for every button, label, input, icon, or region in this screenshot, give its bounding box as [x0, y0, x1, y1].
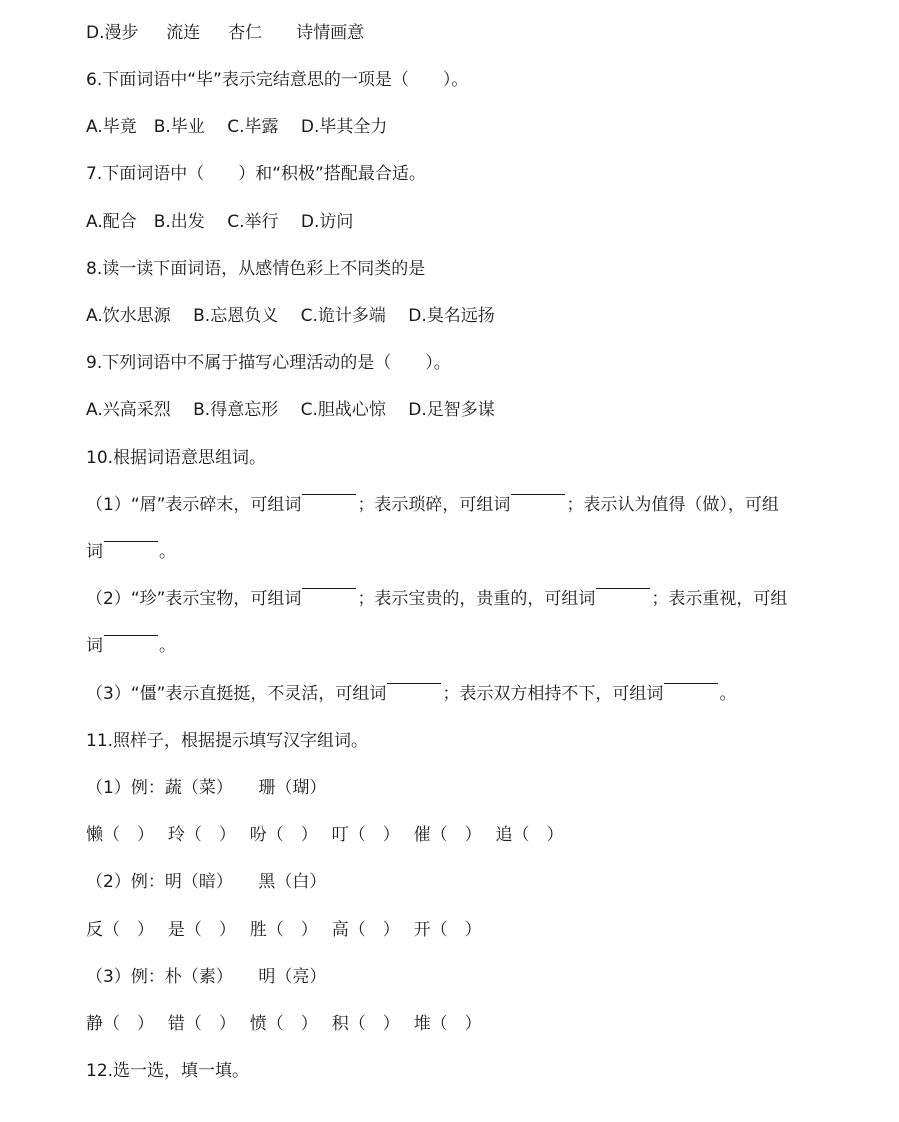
q10-item-3-text-c: 。	[719, 684, 737, 704]
q10-item-2	[86, 587, 787, 611]
answer-blank[interactable]	[302, 587, 356, 589]
q11-example-1: （1）例：蔬（菜） 珊（瑚）	[86, 778, 327, 798]
question-7: 7.下面词语中（ ）和“积极”搭配最合适。	[86, 164, 426, 184]
q11-fill-row-2: 反（ ） 是（ ） 胜（ ） 高（ ） 开（ ）	[86, 920, 482, 940]
q10-item-2-text-c: ；表示重视，可组	[651, 589, 788, 609]
q10-item-1-cont	[86, 540, 176, 564]
answer-blank[interactable]	[664, 682, 718, 684]
q10-item-2-text-d: 词	[86, 636, 103, 656]
options-q8: A.饮水思源 B.忘恩负义 C.诡计多端 D.臭名远扬	[86, 306, 495, 326]
q10-item-1-text-d: 词	[86, 542, 103, 562]
answer-blank[interactable]	[387, 682, 441, 684]
q11-fill-row-1: 懒（ ） 玲（ ） 吩（ ） 叮（ ） 催（ ） 追（ ）	[86, 825, 564, 845]
answer-blank[interactable]	[104, 540, 158, 542]
q10-item-2-text-e: 。	[159, 636, 176, 656]
answer-blank[interactable]	[104, 634, 158, 636]
q11-example-3: （3）例：朴（素） 明（亮）	[86, 967, 327, 987]
question-12: 12.选一选，填一填。	[86, 1061, 250, 1081]
q10-item-1-text-e: 。	[159, 542, 176, 562]
q10-item-1-text-a: （1）“屑”表示碎末，可组词	[86, 495, 302, 515]
question-9: 9.下列词语中不属于描写心理活动的是（ ）。	[86, 353, 451, 373]
options-q9: A.兴高采烈 B.得意忘形 C.胆战心惊 D.足智多谋	[86, 400, 495, 420]
options-q7: A.配合 B.出发 C.举行 D.访问	[86, 212, 354, 232]
answer-blank[interactable]	[302, 493, 356, 495]
q11-fill-row-3: 静（ ） 错（ ） 愤（ ） 积（ ） 堆（ ）	[86, 1014, 482, 1034]
q10-item-3-text-b: ；表示双方相持不下，可组词	[442, 684, 664, 704]
q10-item-2-text-b: ；表示宝贵的，贵重的，可组词	[357, 589, 596, 609]
q10-item-1	[86, 493, 779, 517]
question-10: 10.根据词语意思组词。	[86, 448, 267, 468]
q10-item-3-text-a: （3）“僵”表示直挺挺，不灵活，可组词	[86, 684, 387, 704]
answer-blank[interactable]	[596, 587, 650, 589]
q10-item-2-cont	[86, 634, 176, 658]
answer-blank[interactable]	[511, 493, 565, 495]
q10-item-3	[86, 682, 736, 706]
question-11: 11.照样子，根据提示填写汉字组词。	[86, 731, 369, 751]
options-q6: A.毕竟 B.毕业 C.毕露 D.毕其全力	[86, 117, 388, 137]
q10-item-2-text-a: （2）“珍”表示宝物，可组词	[86, 589, 302, 609]
q10-item-1-text-b: ；表示琐碎，可组词	[357, 495, 511, 515]
question-6: 6.下面词语中“毕”表示完结意思的一项是（ ）。	[86, 70, 469, 90]
option-line-d-q5: D.漫步 流连 杏仁 诗情画意	[86, 23, 365, 43]
question-8: 8.读一读下面词语，从感情色彩上不同类的是	[86, 259, 426, 279]
q11-example-2: （2）例：明（暗） 黑（白）	[86, 872, 327, 892]
q10-item-1-text-c: ；表示认为值得（做），可组	[566, 495, 779, 515]
